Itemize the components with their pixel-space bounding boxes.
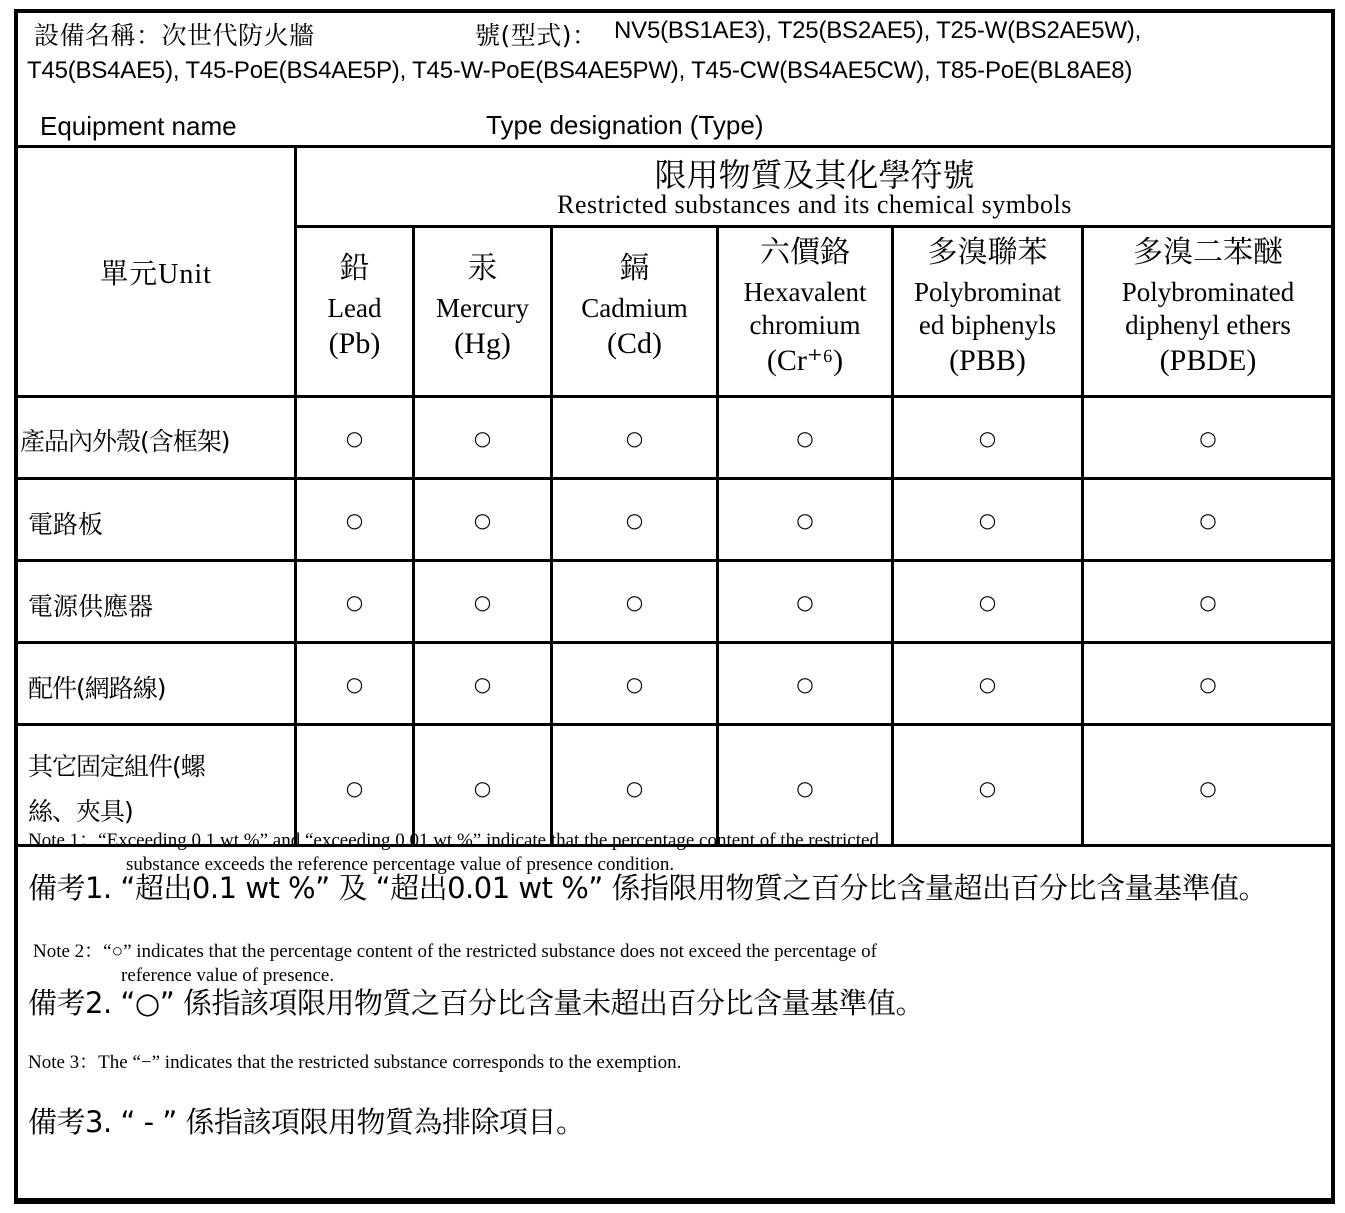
substance-cn: 多溴二苯醚 — [1133, 236, 1283, 269]
substance-cn: 鉛 — [339, 252, 370, 285]
compliance-mark: ○ — [473, 507, 492, 532]
row-unit-label: 產品內外殼(含框架) — [20, 427, 230, 456]
row-unit-label: 電源供應器 — [28, 592, 154, 621]
substance-en: Cadmium — [581, 293, 688, 323]
substance-symbol: (Hg) — [454, 327, 511, 360]
models-line-1: NV5(BS1AE3), T25(BS2AE5), T25-W(BS2AE5W), — [614, 17, 1142, 44]
substance-en: Mercury — [436, 293, 529, 323]
restricted-header-cn: 限用物質及其化學符號 — [654, 156, 975, 193]
compliance-mark: ○ — [978, 671, 997, 696]
unit-header-cell — [18, 148, 294, 395]
compliance-mark: ○ — [1199, 589, 1217, 614]
compliance-mark: ○ — [796, 425, 814, 450]
grid-line — [296, 225, 1332, 228]
models-line-2: T45(BS4AE5), T45-PoE(BS4AE5P), T45-W-PoE(BS4AE5PW), T45-CW(BS4AE5CW), T85-PoE(BL8AE8) — [27, 57, 1133, 84]
substance-header-lead — [297, 234, 412, 394]
note1-en-line2: substance exceeds the reference percentage value of presence condition. — [126, 854, 675, 875]
substance-en-line2: chromium — [749, 310, 861, 340]
compliance-mark: ○ — [796, 671, 814, 696]
compliance-mark: ○ — [625, 589, 644, 614]
substance-en: Lead — [327, 293, 382, 323]
note2-cn: 備考2. “○” 係指該項限用物質之百分比含量未超出百分比含量基準值。 — [28, 986, 924, 1020]
substance-en: Hexavalent — [743, 277, 867, 307]
compliance-mark: ○ — [1199, 507, 1217, 532]
substance-symbol: (Cd) — [607, 327, 662, 360]
substance-cn: 六價鉻 — [760, 236, 850, 269]
note2-en-line2: reference value of presence. — [121, 965, 335, 986]
note3-cn: 備考3. “ - ” 係指該項限用物質為排除項目。 — [28, 1105, 585, 1139]
substance-en-line2: diphenyl ethers — [1125, 310, 1291, 340]
compliance-mark: ○ — [1199, 425, 1217, 450]
compliance-mark: ○ — [1199, 776, 1217, 800]
compliance-mark: ○ — [625, 425, 644, 450]
restricted-header-cell — [297, 150, 1332, 225]
compliance-mark: ○ — [978, 507, 997, 532]
substance-header-hexavalent-chromium — [719, 234, 891, 394]
substance-en: Polybrominat — [914, 277, 1061, 307]
unit-header: 單元Unit — [100, 258, 212, 290]
compliance-mark: ○ — [978, 425, 997, 450]
compliance-mark: ○ — [625, 776, 644, 800]
compliance-mark: ○ — [473, 425, 492, 450]
compliance-mark: ○ — [345, 507, 364, 532]
substance-symbol: (Cr⁺⁶) — [766, 344, 844, 377]
note1-en-line1: Note 1：“Exceeding 0.1 wt %” and “exceeding 0.01 wt %” indicate that the percentage content of the restricted — [28, 830, 879, 851]
compliance-mark: ○ — [473, 776, 492, 800]
restricted-header-en: Restricted substances and its chemical symbols — [557, 189, 1072, 219]
row-unit-label: 配件(網路線) — [28, 674, 166, 703]
type-designation-en: Type designation (Type) — [486, 110, 764, 140]
compliance-mark: ○ — [345, 425, 364, 450]
substance-header-mercury — [415, 234, 550, 394]
substance-symbol: (PBDE) — [1159, 344, 1257, 377]
compliance-mark: ○ — [473, 671, 492, 696]
substance-cn: 多溴聯苯 — [927, 236, 1048, 269]
type-label-cn: 號(型式)： — [475, 21, 598, 50]
compliance-mark: ○ — [796, 589, 814, 614]
substance-header-pbde — [1084, 234, 1332, 394]
compliance-mark: ○ — [796, 507, 814, 532]
note2-en-line1: Note 2：“○” indicates that the percentage content of the restricted substance does not exceed the percentage of — [33, 941, 877, 962]
substance-en-line2: ed biphenyls — [918, 310, 1057, 340]
compliance-mark: ○ — [625, 507, 644, 532]
substance-cn: 鎘 — [619, 252, 650, 285]
substance-symbol: (PBB) — [949, 344, 1026, 377]
compliance-mark: ○ — [473, 589, 492, 614]
substance-cn: 汞 — [467, 252, 498, 285]
row-unit-label-line1: 其它固定組件(螺 — [28, 752, 205, 781]
row-unit-label: 電路板 — [28, 510, 104, 539]
note1-cn: 備考1. “超出0.1 wt %” 及 “超出0.01 wt %” 係指限用物質之百分比含量超出百分比含量基準值。 — [28, 871, 1267, 905]
equipment-name-en: Equipment name — [40, 111, 237, 141]
compliance-mark: ○ — [345, 671, 364, 696]
substance-header-cadmium — [553, 234, 716, 394]
compliance-mark: ○ — [1199, 671, 1217, 696]
note3-en: Note 3：The “−” indicates that the restricted substance corresponds to the exemption. — [28, 1052, 682, 1073]
substance-en: Polybrominated — [1121, 277, 1295, 307]
compliance-mark: ○ — [345, 589, 364, 614]
equipment-name-cn: 設備名稱：次世代防火牆 — [34, 21, 315, 50]
compliance-mark: ○ — [345, 776, 364, 800]
compliance-mark: ○ — [625, 671, 644, 696]
substance-symbol: (Pb) — [328, 327, 381, 360]
compliance-mark: ○ — [796, 776, 814, 800]
row-unit-label-line2: 絲、夾具) — [28, 797, 133, 826]
compliance-mark: ○ — [978, 589, 997, 614]
substance-header-pbb — [894, 234, 1081, 394]
compliance-mark: ○ — [978, 776, 997, 800]
